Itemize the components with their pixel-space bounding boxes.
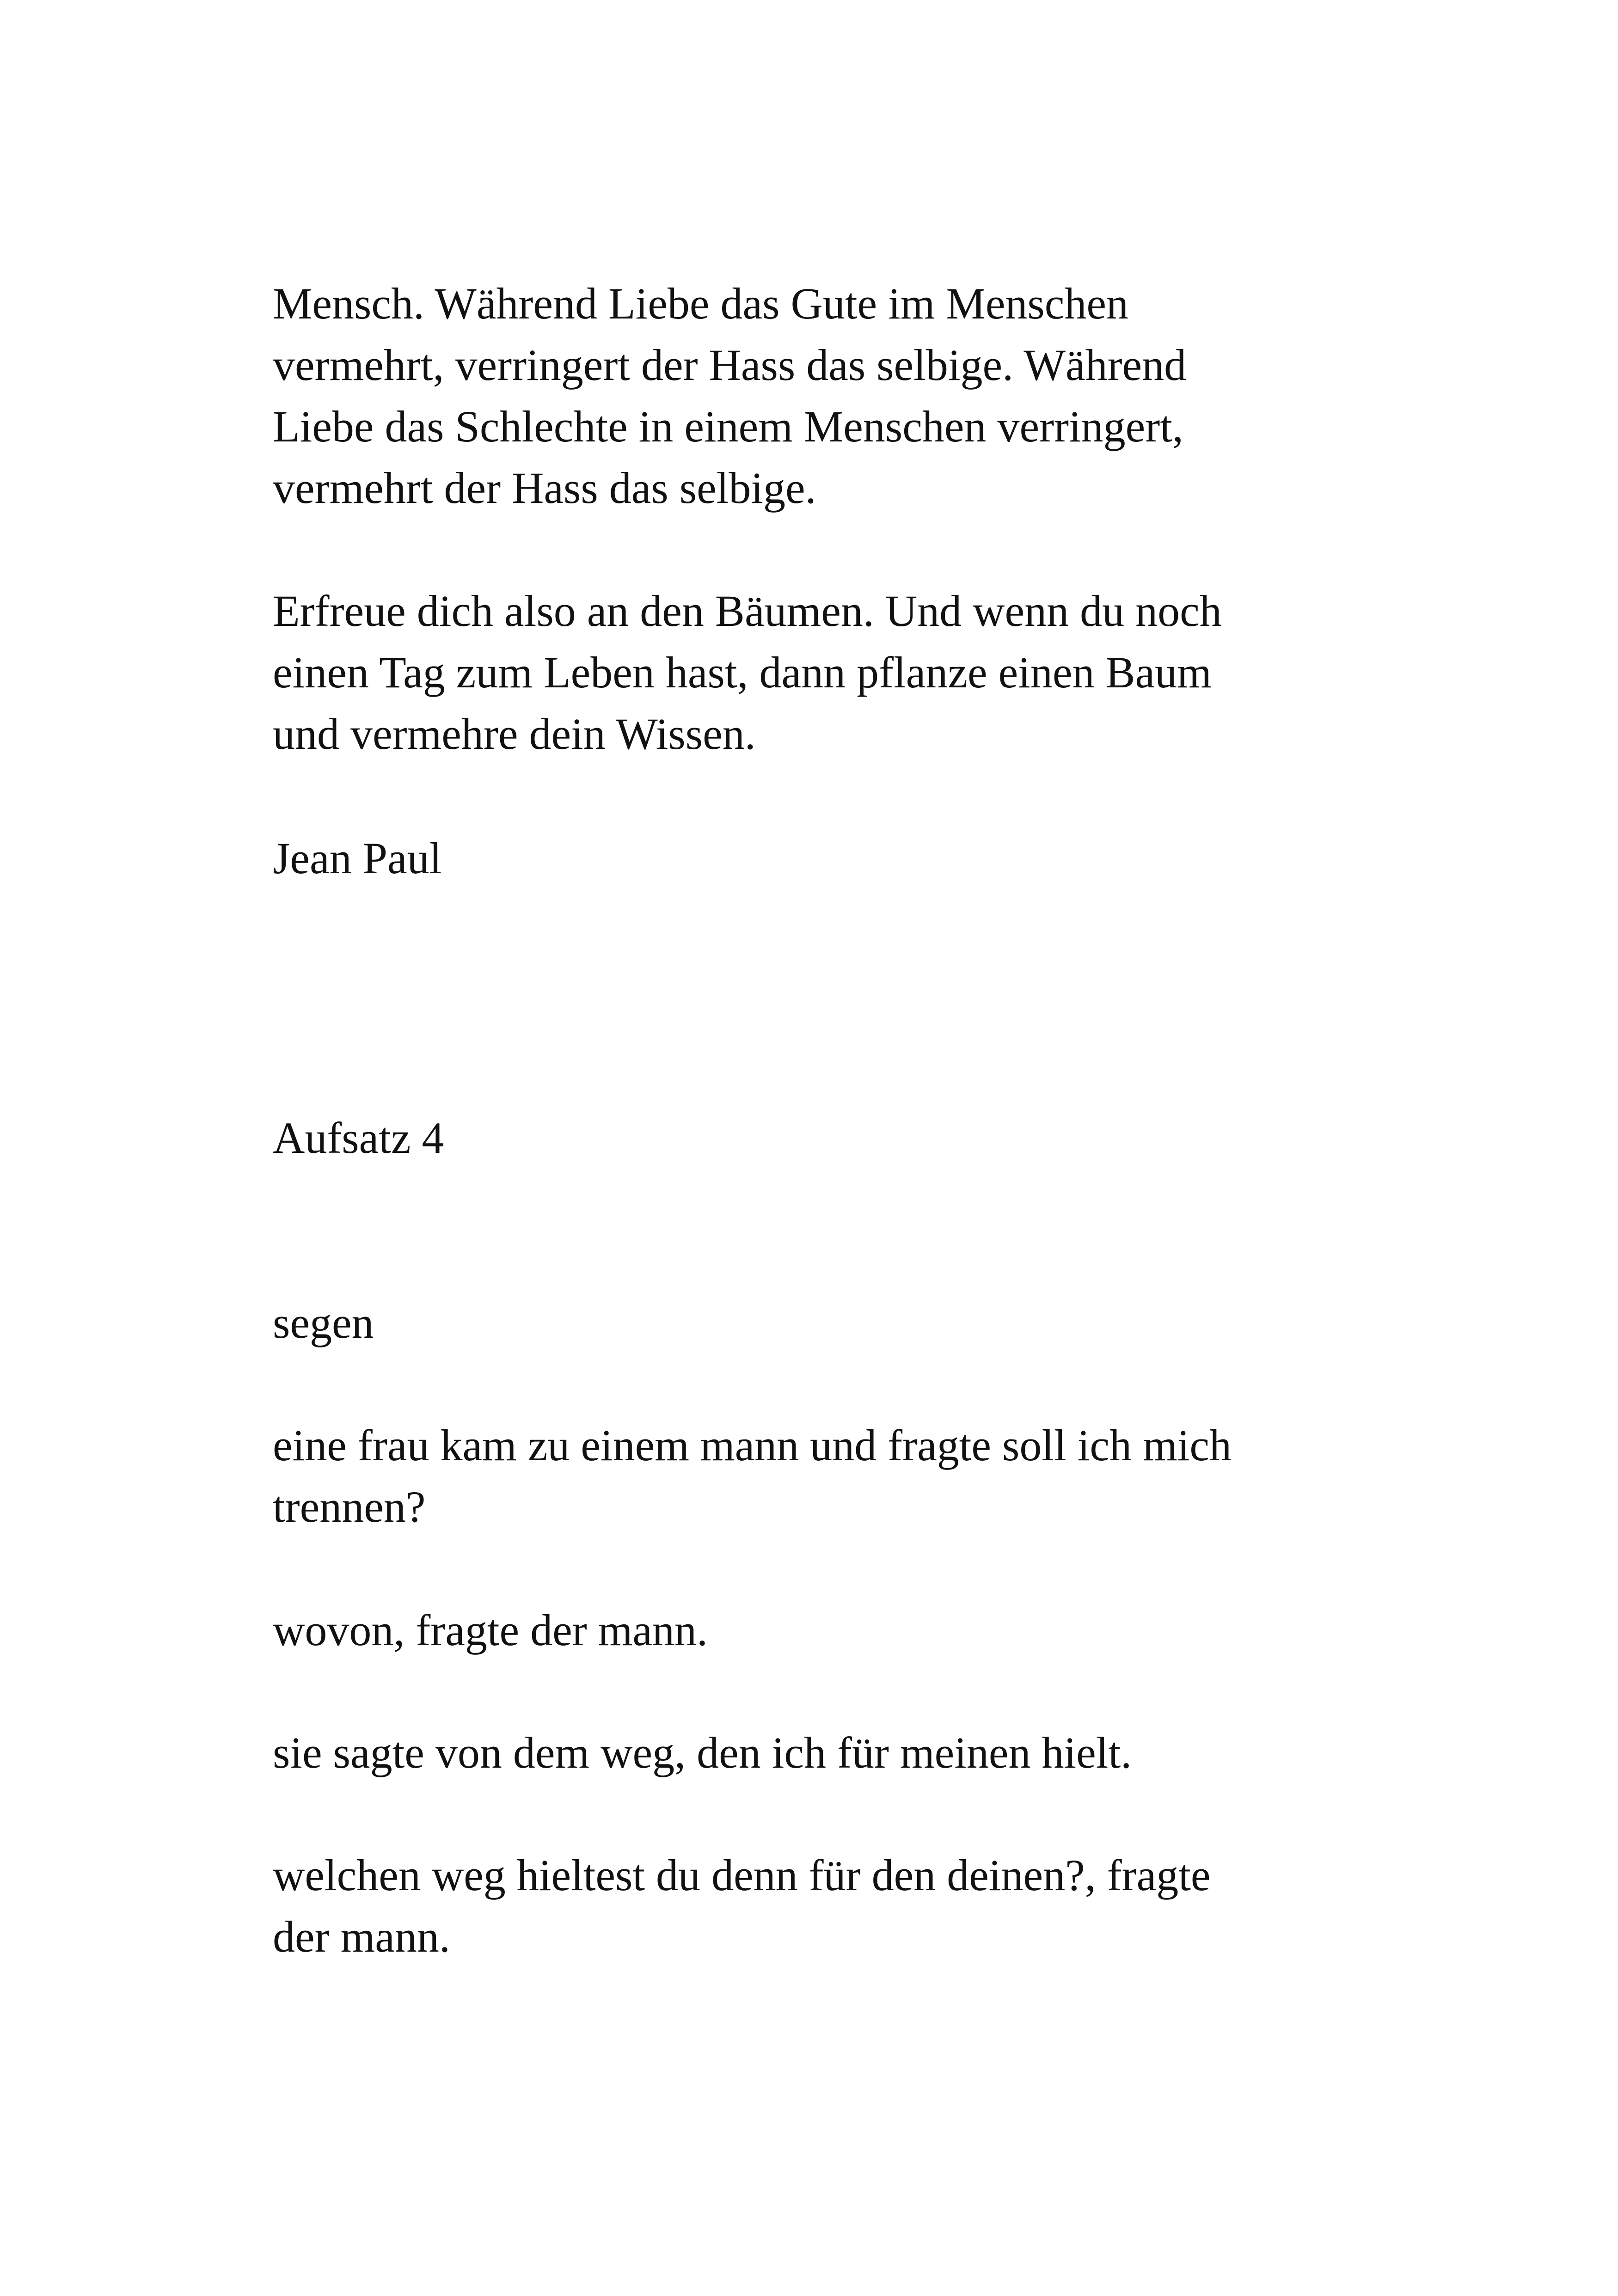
text-line: sie sagte von dem weg, den ich für meinen hielt.: [273, 1728, 1132, 1777]
paragraph-woman-question: [273, 1414, 1382, 1537]
text-line: einen Tag zum Leben hast, dann pflanze einen Baum: [273, 648, 1212, 697]
text-line: vermehrt der Hass das selbige.: [273, 463, 816, 513]
essay-heading: [273, 1107, 1382, 1169]
text-line: Liebe das Schlechte in einem Menschen verringert,: [273, 402, 1183, 451]
text-line: wovon, fragte der mann.: [273, 1605, 708, 1655]
text-line: und vermehre dein Wissen.: [273, 709, 756, 759]
signature-text: Jean Paul: [273, 833, 442, 883]
text-line: der mann.: [273, 1912, 450, 1961]
essay-title: [273, 1292, 1382, 1353]
paragraph-woman-reply: [273, 1722, 1382, 1783]
paragraph-man-question: [273, 1844, 1382, 1967]
paragraph-man-reply: [273, 1599, 1382, 1661]
text-line: welchen weg hieltest du denn für den deinen?, fragte: [273, 1850, 1211, 1900]
text-line: vermehrt, verringert der Hass das selbige. Während: [273, 340, 1187, 390]
signature: [273, 827, 1382, 889]
text-line: Mensch. Während Liebe das Gute im Menschen: [273, 279, 1128, 328]
paragraph-trees: [273, 580, 1382, 765]
essay-title-text: segen: [273, 1298, 374, 1347]
paragraph-love-hate: [273, 273, 1382, 519]
text-line: eine frau kam zu einem mann und fragte soll ich mich: [273, 1420, 1232, 1470]
text-line: Erfreue dich also an den Bäumen. Und wenn du noch: [273, 586, 1222, 636]
text-line: trennen?: [273, 1482, 426, 1531]
essay-heading-text: Aufsatz 4: [273, 1113, 444, 1163]
